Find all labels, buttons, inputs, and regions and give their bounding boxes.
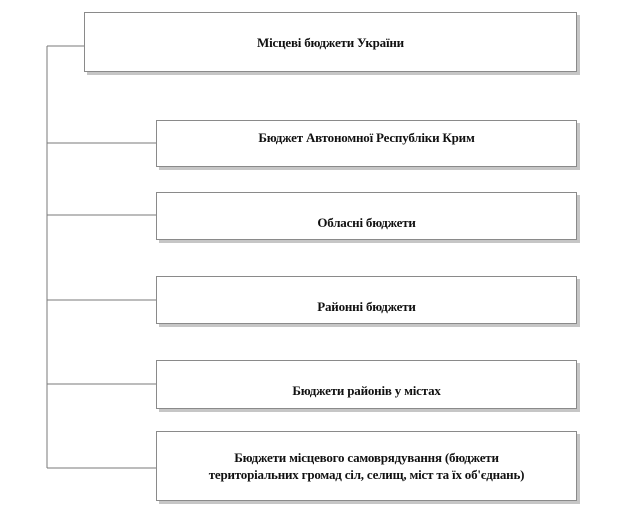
root-node-label: Місцеві бюджети України bbox=[257, 34, 404, 50]
child-node-box bbox=[156, 360, 577, 409]
child-node-label: Обласні бюджети bbox=[317, 215, 416, 230]
child-node-box bbox=[156, 192, 577, 240]
child-node-box bbox=[156, 431, 577, 501]
child-node-label: Районні бюджети bbox=[317, 299, 416, 314]
child-node-label: Бюджет Автономної Республіки Крим bbox=[258, 130, 475, 145]
child-node-label: Бюджети районів у містах bbox=[292, 383, 441, 398]
child-node-box bbox=[156, 120, 577, 167]
child-node-box bbox=[156, 276, 577, 324]
child-node-label: Бюджети місцевого самоврядування (бюджети територіальних громад сіл, селищ, міст та їх об'єднань) bbox=[208, 450, 525, 482]
root-node-box bbox=[84, 12, 577, 72]
